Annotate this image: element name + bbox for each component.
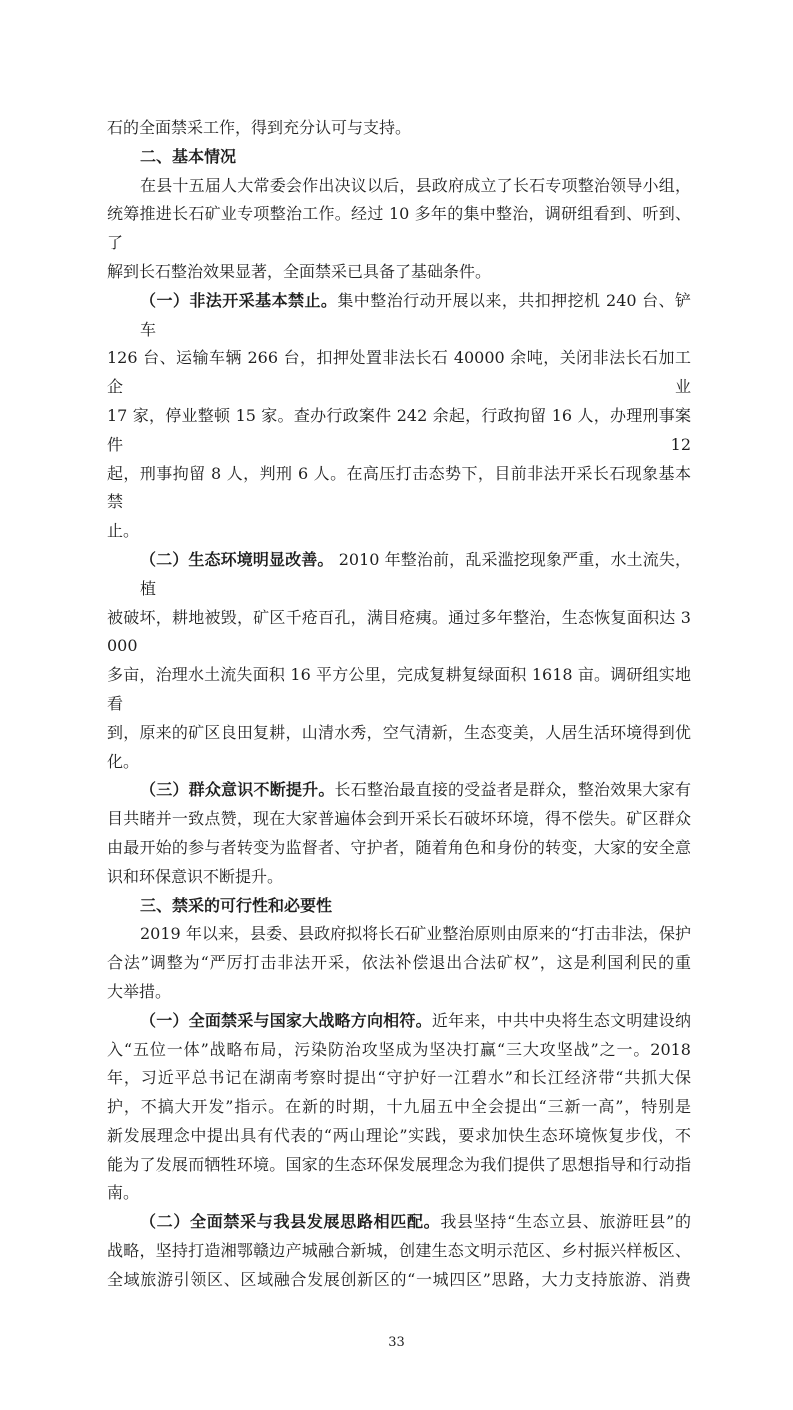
line-text: 由最开始的参与者转变为监督者、守护者，随着角色和身份的转变，大家的安全意	[107, 837, 691, 857]
line-text: 我县坚持“生态立县、旅游旺县”的	[440, 1212, 691, 1232]
line-text: 2010 年整治前，乱采滥挖现象严重，水土流失，植	[140, 549, 691, 598]
line-text: 17 家，停业整顿 15 家。查办行政案件 242 余起，行政拘留 16 人，办理刑事案件 12	[107, 405, 691, 454]
text-line	[107, 776, 691, 805]
text-line	[107, 287, 691, 345]
line-text: 长石整治最直接的受益者是群众，整治效果大家有	[334, 780, 691, 800]
line-text: 新发展理念中提出具有代表的“两山理论”实践，要求加快生态环境恢复步伐，不	[107, 1125, 691, 1145]
text-line	[107, 1007, 691, 1036]
line-text: 战略，坚持打造湘鄂赣边产城融合新城，创建生态文明示范区、乡村振兴样板区、	[107, 1241, 691, 1261]
text-line	[107, 949, 691, 978]
text-line	[107, 978, 691, 1007]
line-text: 止。	[107, 521, 140, 541]
text-line	[107, 1036, 691, 1065]
line-text: 到，原来的矿区良田复耕，山清水秀，空气清新，生态变美，人居生活环境得到优	[107, 722, 691, 742]
subheading-lead: （二）全面禁采与我县发展思路相匹配。	[140, 1212, 441, 1232]
line-text: 南。	[107, 1183, 140, 1203]
line-text: 集中整治行动开展以来，共扣押挖机 240 台、铲车	[140, 290, 691, 339]
line-text: 近年来，中共中央将生态文明建设纳	[431, 1010, 691, 1030]
text-line	[107, 719, 691, 748]
text-line	[107, 1093, 691, 1122]
paragraph	[107, 172, 691, 287]
line-text: 石的全面禁采工作，得到充分认可与支持。	[107, 118, 412, 137]
paragraph	[107, 546, 691, 776]
subheading-lead: （一）非法开采基本禁止。	[140, 290, 338, 310]
text-line	[107, 1064, 691, 1093]
text-line	[107, 172, 691, 201]
text-line	[107, 402, 691, 460]
line-text: 入“五位一体”战略布局，污染防治攻坚成为坚决打赢“三大攻坚战”之一。2018	[107, 1039, 691, 1059]
paragraph	[107, 1007, 691, 1209]
subheading-lead: （三）群众意识不断提升。	[140, 780, 335, 800]
text-line	[107, 920, 691, 949]
text-line	[107, 661, 691, 719]
text-line	[107, 604, 691, 662]
text-line	[107, 1237, 691, 1266]
text-line	[107, 1151, 691, 1180]
text-line	[107, 1208, 691, 1237]
line-text: 目共睹并一致点赞，现在大家普遍体会到开采长石破坏环境，得不偿失。矿区群众	[107, 809, 691, 829]
line-text: 能为了发展而牺牲环境。国家的生态环保发展理念为我们提供了思想指导和行动指	[107, 1154, 691, 1174]
document-body	[107, 0, 691, 1295]
section-heading: 二、基本情况	[140, 146, 237, 166]
line-text: 2019 年以来，县委、县政府拟将长石矿业整治原则由原来的“打击非法，保护	[140, 924, 691, 944]
paragraph	[107, 1208, 691, 1294]
line-text: 识和环保意识不断提升。	[107, 866, 284, 886]
text-line	[107, 863, 691, 892]
text-line	[107, 460, 691, 518]
page-number: 33	[388, 1334, 405, 1350]
line-text: 在县十五届人大常委会作出决议以后，县政府成立了长石专项整治领导小组，	[140, 175, 691, 195]
text-line	[107, 834, 691, 863]
text-line	[107, 258, 691, 287]
line-text: 多亩，治理水土流失面积 16 平方公里，完成复耕复绿面积 1618 亩。调研组实地看	[107, 665, 691, 713]
subheading-lead: （一）全面禁采与国家大战略方向相符。	[140, 1010, 432, 1030]
line-text: 被破坏，耕地被毁，矿区千疮百孔，满目疮痍。通过多年整治，生态恢复面积达 3000	[107, 607, 691, 656]
text-line	[107, 1122, 691, 1151]
text-line	[107, 805, 691, 834]
text-line	[107, 546, 691, 604]
line-text: 统筹推进长石矿业专项整治工作。经过 10 多年的集中整治，调研组看到、听到、了	[107, 204, 691, 253]
line-text: 126 台、运输车辆 266 台，扣押处置非法长石 40000 余吨，关闭非法长石加工企业	[107, 348, 691, 397]
paragraph	[107, 776, 691, 891]
text-line	[107, 748, 691, 777]
text-line	[107, 114, 691, 143]
line-text: 化。	[107, 751, 140, 771]
line-text: 解到长石整治效果显著，全面禁采已具备了基础条件。	[107, 261, 492, 281]
line-text: 护，不搞大开发”指示。在新的时期，十九届五中全会提出“三新一高”，特别是	[107, 1097, 691, 1117]
paragraph	[107, 287, 691, 546]
line-text: 年，习近平总书记在湖南考察时提出“守护好一江碧水”和长江经济带“共抓大保	[107, 1068, 691, 1088]
section-heading: 三、禁采的可行性和必要性	[140, 895, 333, 915]
text-line	[107, 1266, 691, 1295]
line-text: 大举措。	[107, 981, 172, 1001]
line-text: 全域旅游引领区、区域融合发展创新区的“一城四区”思路，大力支持旅游、消费	[107, 1269, 691, 1289]
text-line	[107, 344, 691, 402]
text-line	[107, 1179, 691, 1208]
line-text: 合法”调整为“严厉打击非法开采，依法补偿退出合法矿权”，这是利国利民的重	[107, 953, 691, 973]
text-line	[107, 517, 691, 546]
subheading-lead: （二）生态环境明显改善。	[140, 549, 334, 569]
text-line	[107, 200, 691, 258]
line-text: 起，刑事拘留 8 人，判刑 6 人。在高压打击态势下，目前非法开采长石现象基本禁	[107, 463, 691, 512]
paragraph	[107, 920, 691, 1006]
paragraph	[107, 114, 691, 143]
